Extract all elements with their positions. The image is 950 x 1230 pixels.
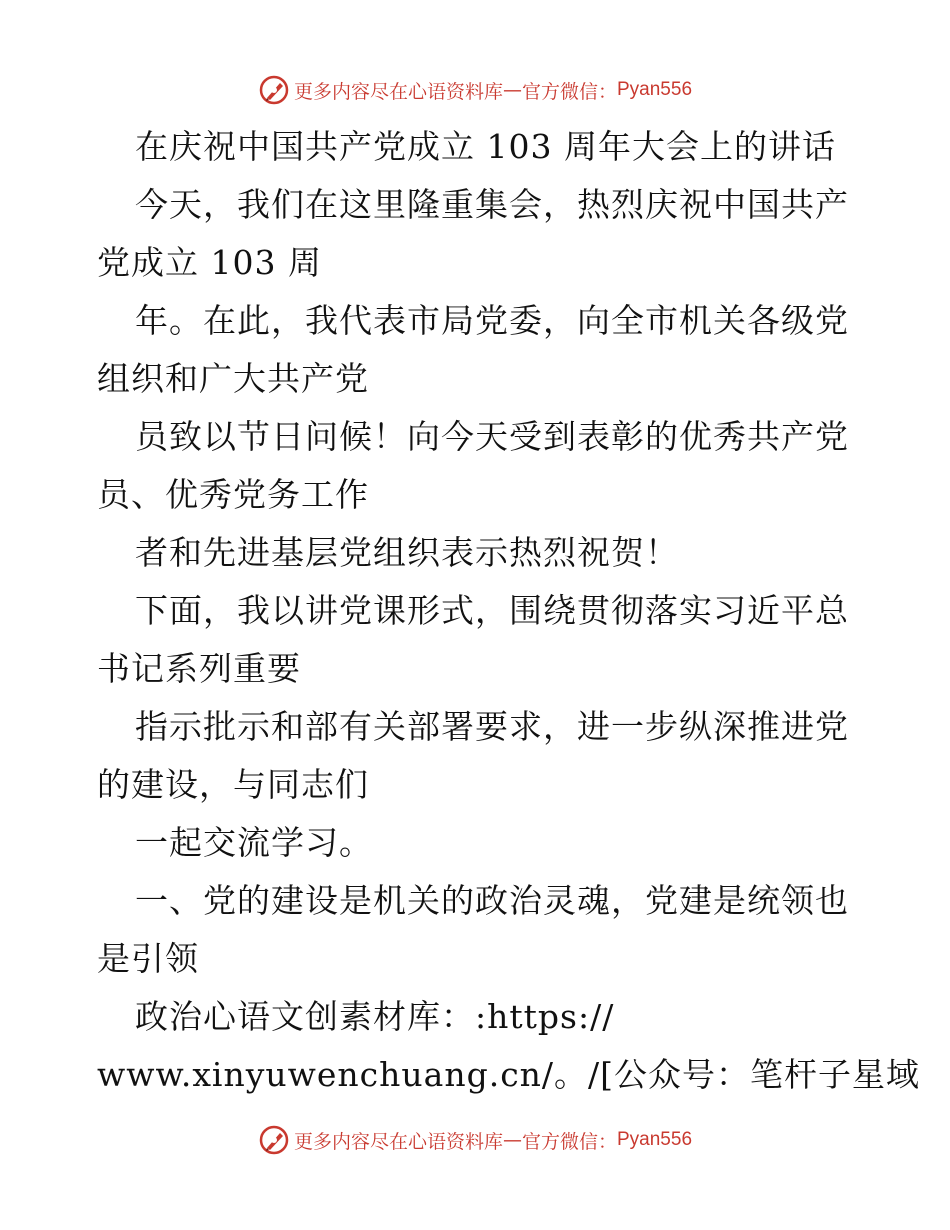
source-line: 政治心语文创素材库：:https:// [135,997,615,1036]
footer-dash: — [502,1129,522,1151]
footer-wechat-label: 官方微信： [521,1130,617,1153]
paragraph-line: 员、优秀党务工作 [97,475,369,514]
paragraph-line: 者和先进基层党组织表示热烈祝贺！ [135,533,679,572]
paragraph-line: 党成立 103 周 [97,243,322,282]
paragraph-line: 组织和广大共产党 [97,359,369,398]
footer-wechat-id: Pyan556 [617,1129,693,1150]
source-url-line: www.xinyuwenchuang.cn/。/[公众号：笔杆子星域 [97,1055,921,1094]
speech-title: 在庆祝中国共产党成立 103 周年大会上的讲话 [135,127,836,166]
paragraph-line: 书记系列重要 [97,649,301,688]
paragraph-line: 员致以节日问候！向今天受到表彰的优秀共产党 [135,417,849,456]
header-wechat-id: Pyan556 [617,79,693,100]
paragraph-line: 下面，我以讲党课形式，围绕贯彻落实习近平总 [135,591,849,630]
header-promo-text: 更多内容尽在心语资料库 [293,80,503,103]
paragraph-line: 今天，我们在这里隆重集会，热烈庆祝中国共产 [135,185,849,224]
section-heading-cont: 是引领 [97,939,199,978]
header-wechat-label: 官方微信： [521,80,617,103]
footer-promo-text: 更多内容尽在心语资料库 [293,1130,503,1153]
paragraph-line: 指示批示和部有关部署要求，进一步纵深推进党 [135,707,849,746]
section-heading: 一、党的建设是机关的政治灵魂，党建是统领也 [135,881,849,920]
quill-logo-icon [258,74,290,106]
paragraph-line: 年。在此，我代表市局党委，向全市机关各级党 [135,301,849,340]
quill-logo-icon [258,1124,290,1156]
header-watermark [0,70,950,110]
header-dash: — [502,79,522,101]
paragraph-line: 的建设，与同志们 [97,765,369,804]
paragraph-line: 一起交流学习。 [135,823,373,862]
document-body [97,118,921,1104]
footer-watermark [0,1120,950,1160]
